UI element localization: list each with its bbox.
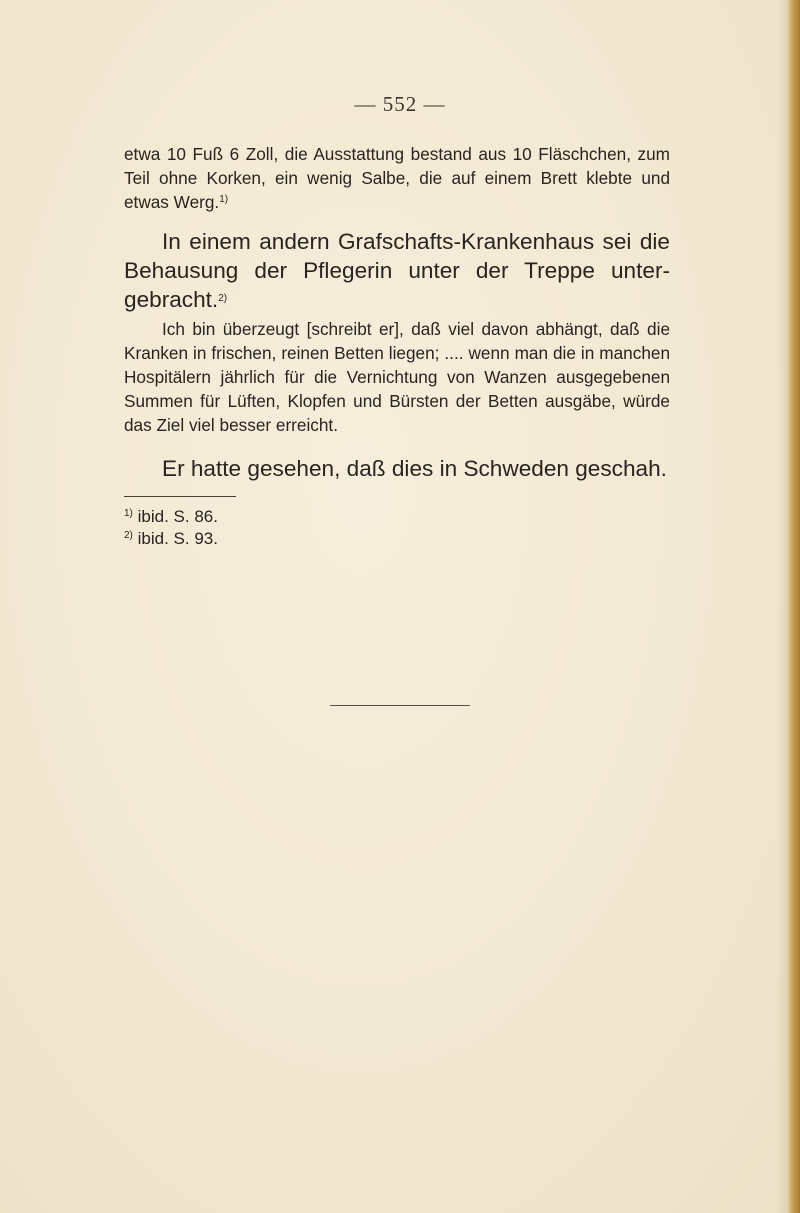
paragraph-2-text: In einem andern Grafschafts-Krankenhaus sei die Behausung der Pflegerin unter der Treppe unter-gebracht. [124,229,670,312]
footnote-2-marker: 2) [124,530,133,541]
paragraph-4-text: Er hatte gesehen, daß dies in Schweden geschah. [162,456,667,481]
footnote-1-marker: 1) [124,508,133,519]
footnote-1-text: ibid. S. 86. [137,507,218,526]
footnote-2 [124,528,218,550]
page-edge-binding [786,0,800,1213]
page-edge-shadow [776,0,786,1213]
paragraph-schweden [124,454,670,483]
footnote-ref-1: 1) [219,194,229,205]
footnote-separator [124,496,236,497]
paragraph-3-text: Ich bin überzeugt [schreibt er], daß viel davon abhängt, daß die Kranken in frischen, reinen Betten liegen; .... wenn man die in manchen Hospitälern jährlich für die Vernichtung von Wanzen ausgegebenen Summen für Lüften, Klopfen und Bürsten der Betten ausgäbe, würde das Ziel viel besser erreicht. [124,319,670,435]
paragraph-krankenhaus [124,227,670,314]
footnotes [124,506,218,550]
section-end-rule [330,705,470,706]
footnote-ref-2: 2) [218,293,228,304]
paragraph-quote [124,317,670,437]
page-number: — 552 — [354,92,446,116]
paragraph-ausstattung [124,142,670,214]
footnote-1 [124,506,218,528]
footnote-2-text: ibid. S. 93. [137,529,218,548]
paragraph-1-text: etwa 10 Fuß 6 Zoll, die Ausstattung bestand aus 10 Fläschchen, zum Teil ohne Korken, ein wenig Salbe, die auf einem Brett klebte und etwas Werg. [124,144,670,212]
